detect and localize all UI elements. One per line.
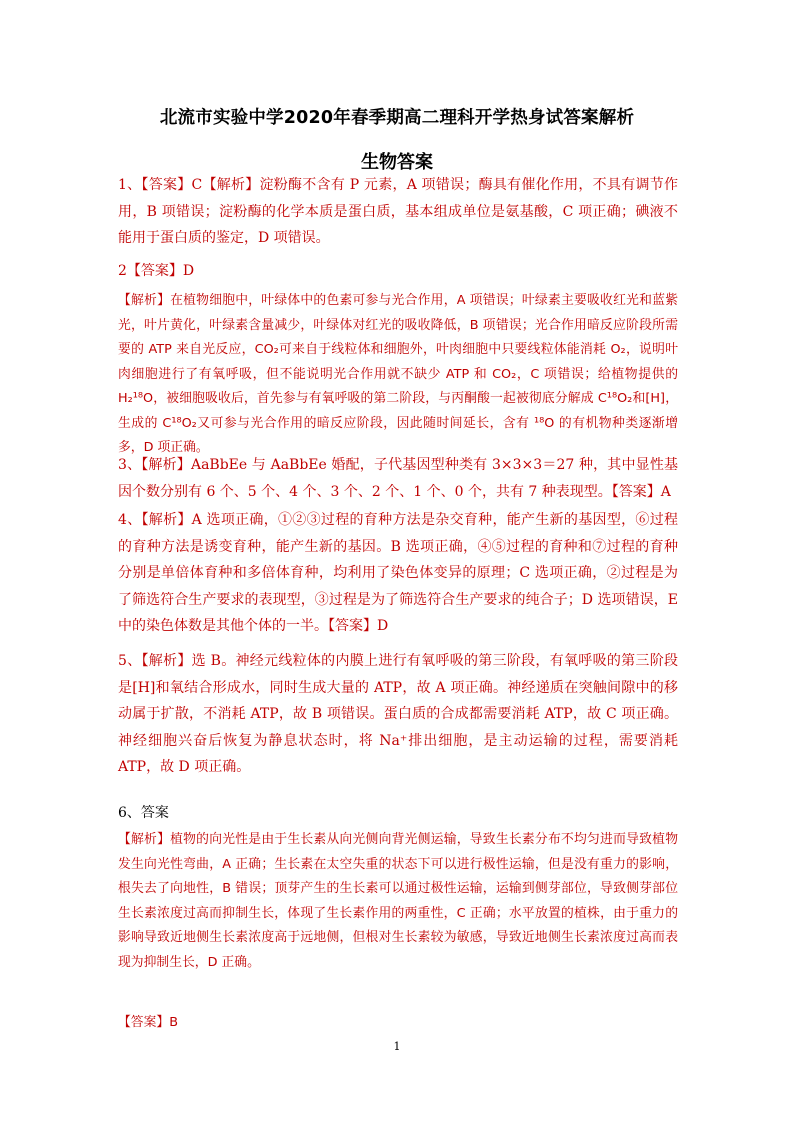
answer-5: 5、【解析】选 B。神经元线粒体的内膜上进行有氧呼吸的第三阶段，有氧呼吸的第三阶段是[H]和氧结合形成水，同时生成大量的 ATP，故 A 项正确。神经递质在突触间隙中的移动属于扩散，不消耗 ATP，故 B 项错误。蛋白质的合成都需要消耗 ATP，故 C 项正确。神经细胞兴奋后恢复为静息状态时，将 Na⁺排出细胞，是主动运输的过程，需要消耗 ATP，故 D 项正确。	[118, 653, 678, 775]
answer-6-explanation: 【解析】植物的向光性是由于生长素从向光侧向背光侧运输，导致生长素分布不均匀进而导致植物发生向光性弯曲，A 正确；生长素在太空失重的状态下可以进行极性运输，但是没有重力的影响，根失去了向地性，B 错误；顶芽产生的生长素可以通过极性运输，运输到侧芽部位，导致侧芽部位生长素浓度过高而抑制生长，体现了生长素作用的两重性，C 正确；水平放置的植株，由于重力的影响导致近地侧生长素浓度高于远地侧，但根对生长素较为敏感，导致近地侧生长素浓度过高而表现为抑制生长，D 正确。	[118, 832, 678, 970]
page-number: 1	[393, 1040, 401, 1053]
answer-6-result: 【答案】B	[118, 1015, 178, 1030]
answer-2-heading: 2【答案】D	[118, 263, 195, 279]
answer-3: 3、【解析】AaBbEe 与 AaBbEe 婚配，子代基因型种类有 3×3×3＝27 种，其中显性基因个数分别有 6 个、5 个、4 个、3 个、2 个、1 个、0 个，共有 7 种表现型。【答案】A	[118, 457, 678, 500]
answer-6-heading: 6、答案	[118, 805, 169, 821]
answer-1: 1、【答案】C【解析】淀粉酶不含有 P 元素，A 项错误；酶具有催化作用，不具有调节作用，B 项错误；淀粉酶的化学本质是蛋白质，基本组成单位是氨基酸，C 项正确；碘液不能用于蛋白质的鉴定，D 项错误。	[118, 177, 678, 246]
answer-4: 4、【解析】A 选项正确，①②③过程的育种方法是杂交育种，能产生新的基因型，⑥过程的育种方法是诱变育种，能产生新的基因。B 选项正确，④⑤过程的育种和⑦过程的育种分别是单倍体育种和多倍体育种，均利用了染色体变异的原理；C 选项正确，②过程是为了筛选符合生产要求的表现型，③过程是为了筛选符合生产要求的纯合子；D 选项错误，E 中的染色体数是其他个体的一半。【答案】D	[118, 512, 678, 634]
document-title: 北流市实验中学2020年春季期高二理科开学热身试答案解析	[159, 108, 635, 128]
document-subtitle: 生物答案	[361, 152, 433, 173]
answer-2-explanation: 【解析】在植物细胞中，叶绿体中的色素可参与光合作用，A 项错误；叶绿素主要吸收红光和蓝紫光，叶片黄化，叶绿素含量减少，叶绿体对红光的吸收降低，B 项错误；光合作用暗反应阶段所需要的 ATP 来自光反应，CO₂可来自于线粒体和细胞外，叶肉细胞中只要线粒体能消耗 O₂，说明叶肉细胞进行了有氧呼吸，但不能说明光合作用就不缺少 ATP 和 CO₂，C 项错误；给植物提供的 H₂¹⁸O，被细胞吸收后，首先参与有氧呼吸的第二阶段，与丙酮酸一起被彻底分解成 C¹⁸O₂和[H]，生成的 C¹⁸O₂又可参与光合作用的暗反应阶段，因此随时间延长，含有 ¹⁸O 的有机物种类逐渐增多，D 项正确。	[118, 293, 678, 455]
